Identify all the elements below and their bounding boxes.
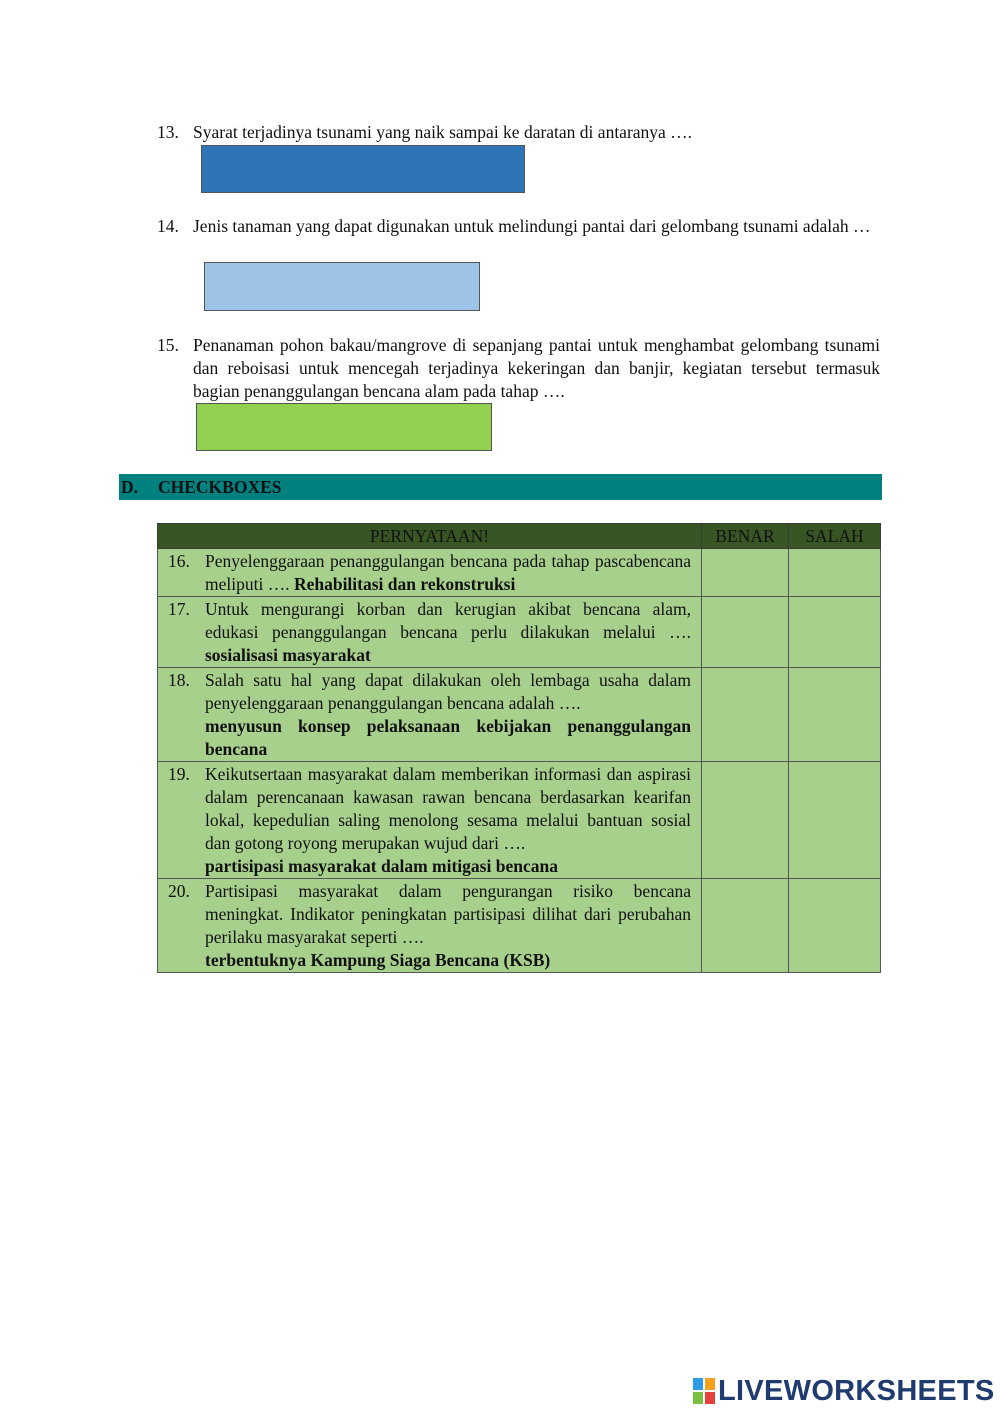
table-row [158,668,881,762]
row-answer: menyusun konsep pelaksanaan kebijakan penanggulangan bencana [205,716,691,759]
section-header [119,474,882,500]
question-text: Penanaman pohon bakau/mangrove di sepanjang pantai untuk menghambat gelombang tsunami dan reboisasi untuk mencegah terjadinya kekeringan dan banjir, kegiatan tersebut termasuk bagian penanggulangan bencana alam pada tahap …. [193,335,880,401]
question-number: 13. [157,122,179,142]
salah-checkbox[interactable] [789,879,881,973]
answer-box-15[interactable] [196,403,492,451]
table-row [158,597,881,668]
row-text: Penyelenggaraan penanggulangan bencana pada tahap pascabencana meliputi …. [205,551,691,594]
row-answer: Rehabilitasi dan rekonstruksi [293,574,516,594]
statement-cell [158,597,702,668]
question-text: Jenis tanaman yang dapat digunakan untuk melindungi pantai dari gelombang tsunami adalah … [193,216,871,236]
row-number: 18. [168,670,190,690]
question-14 [157,215,880,238]
header-false: SALAH [789,524,881,549]
row-text: Salah satu hal yang dapat dilakukan oleh lembaga usaha dalam penyelenggaraan penanggulangan bencana adalah …. [205,670,691,713]
header-true: BENAR [702,524,789,549]
question-number: 14. [157,216,179,236]
logo-text: LIVEWORKSHEETS [718,1375,995,1407]
row-answer: partisipasi masyarakat dalam mitigasi bencana [205,856,558,876]
benar-checkbox[interactable] [702,597,789,668]
row-number: 17. [168,599,190,619]
row-answer: terbentuknya Kampung Siaga Bencana (KSB) [205,950,551,970]
statement-cell [158,668,702,762]
header-statement: PERNYATAAN! [158,524,702,549]
benar-checkbox[interactable] [702,549,789,597]
question-text: Syarat terjadinya tsunami yang naik sampai ke daratan di antaranya …. [193,122,693,142]
table-row [158,762,881,879]
row-number: 20. [168,881,190,901]
statement-cell [158,762,702,879]
salah-checkbox[interactable] [789,597,881,668]
row-answer: sosialisasi masyarakat [205,645,371,665]
section-letter: D. [121,477,139,497]
row-text: Partisipasi masyarakat dalam pengurangan risiko bencana meningkat. Indikator peningkatan partisipasi dilihat dari perubahan perilaku masyarakat seperti …. [205,881,691,947]
row-number: 16. [168,551,190,571]
table-row [158,549,881,597]
salah-checkbox[interactable] [789,549,881,597]
question-15 [157,334,880,403]
answer-box-14[interactable] [204,262,480,311]
benar-checkbox[interactable] [702,762,789,879]
section-title: CHECKBOXES [158,477,282,497]
checkbox-table [157,523,881,973]
table-header-row [158,524,881,549]
salah-checkbox[interactable] [789,762,881,879]
question-number: 15. [157,335,179,355]
row-number: 19. [168,764,190,784]
row-text: Untuk mengurangi korban dan kerugian akibat bencana alam, edukasi penanggulangan bencana perlu dilakukan melalui …. [205,599,691,642]
benar-checkbox[interactable] [702,879,789,973]
liveworksheets-logo [693,1374,993,1408]
statement-cell [158,549,702,597]
salah-checkbox[interactable] [789,668,881,762]
row-text: Keikutsertaan masyarakat dalam memberikan informasi dan aspirasi dalam perencanaan kawasan rawan bencana berdasarkan kearifan lokal, kepedulian saling menolong sesama melalui bantuan sosial dan gotong royong merupakan wujud dari …. [205,764,691,853]
question-13 [157,121,880,144]
statement-cell [158,879,702,973]
answer-box-13[interactable] [201,145,525,193]
liveworksheets-logo-icon [693,1378,715,1404]
table-row [158,879,881,973]
benar-checkbox[interactable] [702,668,789,762]
